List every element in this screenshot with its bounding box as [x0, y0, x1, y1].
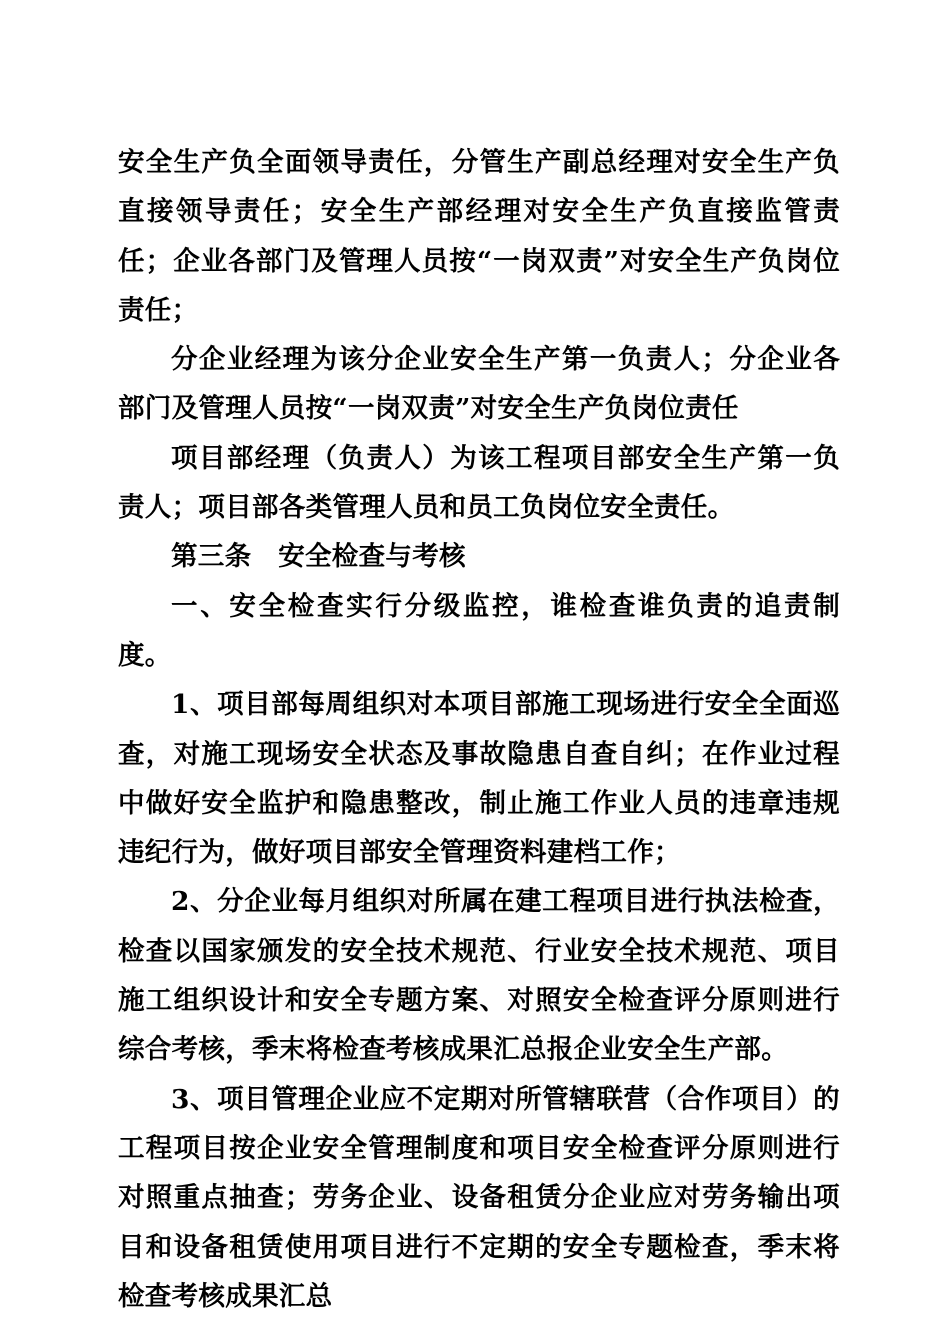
paragraph-2: 分企业经理为该分企业安全生产第一负责人；分企业各部门及管理人员按“一岗双责”对安全生产负岗位责任 [118, 344, 840, 425]
section-heading: 第三条 安全检查与考核 [171, 541, 466, 573]
paragraph-5: 一、安全检查实行分级监控，谁检查谁负责的追责制度。 [118, 590, 840, 671]
paragraph-1: 安全生产负全面领导责任，分管生产副总经理对安全生产负直接领导责任；安全生产部经理对安全生产负直接监管责任；企业各部门及管理人员按“一岗双责”对安全生产负岗位责任； [118, 147, 840, 326]
paragraph-7: 2、分企业每月组织对所属在建工程项目进行执法检查，检查以国家颁发的安全技术规范、行业安全技术规范、项目施工组织设计和安全专题方案、对照安全检查评分原则进行综合考核，季末将检查考核成果汇总报企业安全生产部。 [118, 886, 840, 1066]
paragraph-6: 1、项目部每周组织对本项目部施工现场进行安全全面巡查，对施工现场安全状态及事故隐患自查自纠；在作业过程中做好安全监护和隐患整改，制止施工作业人员的违章违规违纪行为，做好项目部安全管理资料建档工作； [118, 689, 840, 869]
body-text [118, 138, 840, 1321]
paragraph-3: 项目部经理（负责人）为该工程项目部安全生产第一负责人；项目部各类管理人员和员工负岗位安全责任。 [118, 442, 840, 524]
paragraph-8: 3、项目管理企业应不定期对所管辖联营（合作项目）的工程项目按企业安全管理制度和项目安全检查评分原则进行对照重点抽查；劳务企业、设备租赁分企业应对劳务输出项目和设备租赁使用项目进行不定期的安全专题检查，季末将检查考核成果汇总 [118, 1083, 840, 1312]
